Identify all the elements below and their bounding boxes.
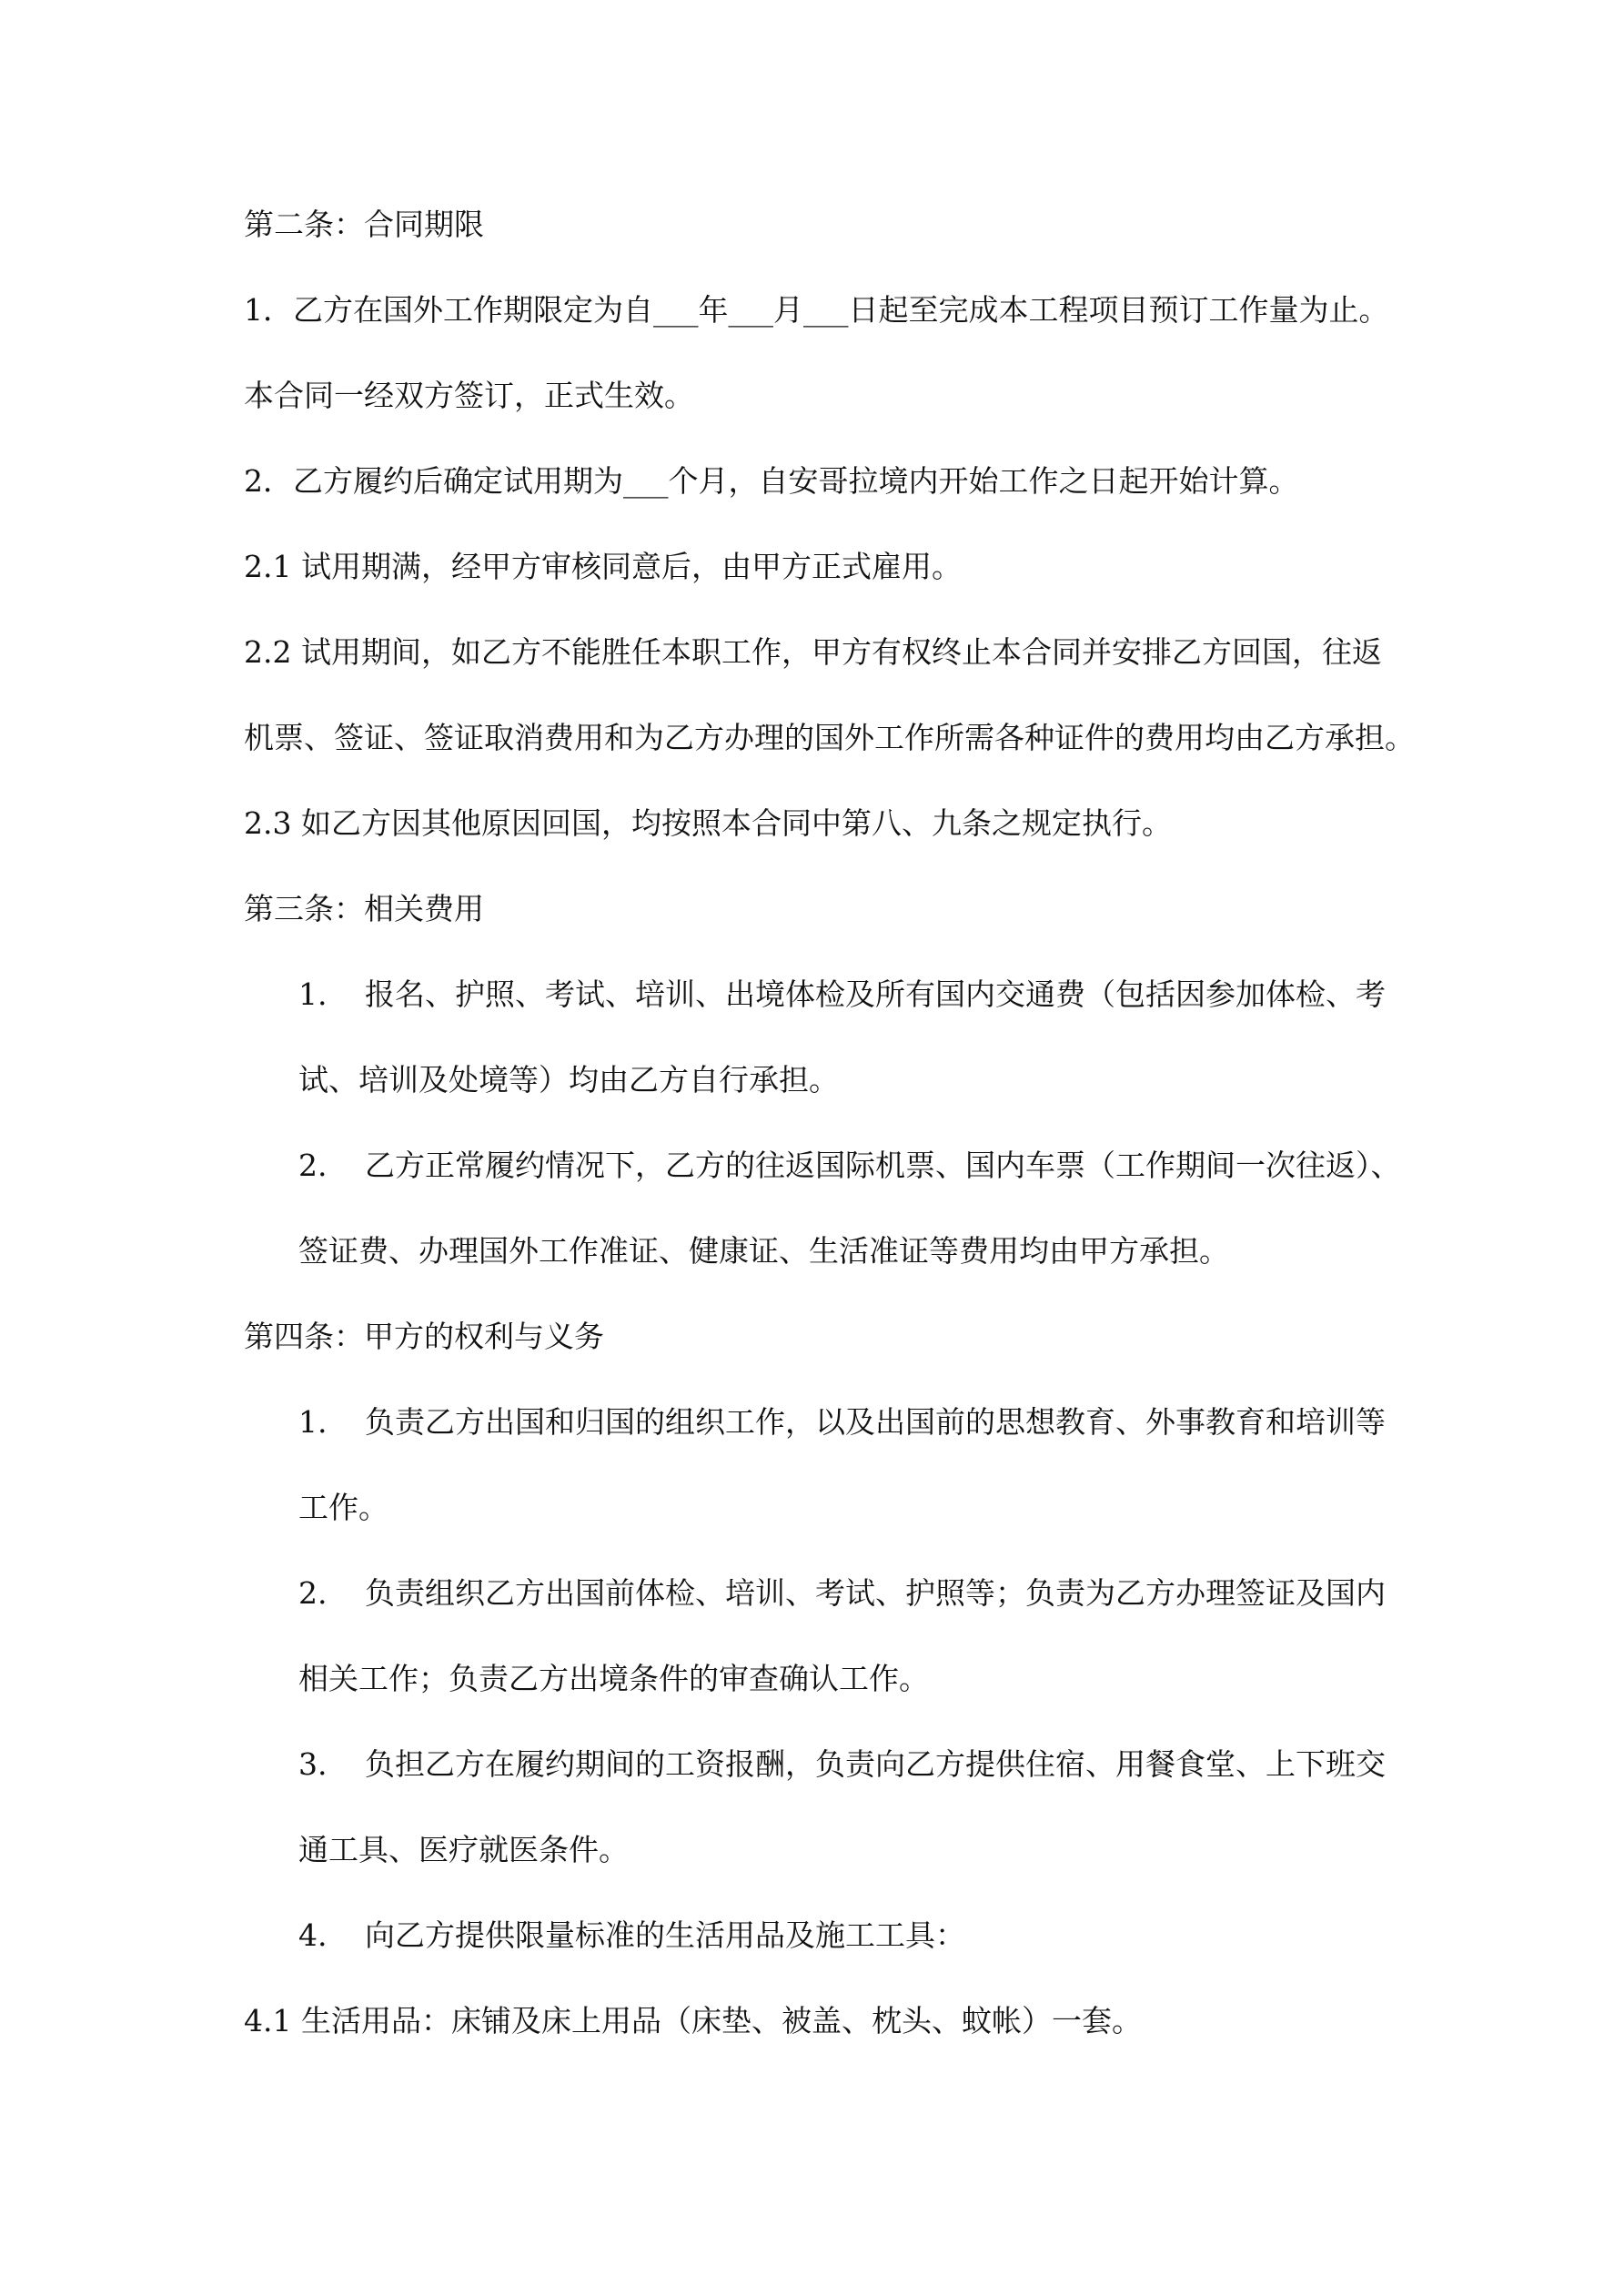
list-item-text: 负责乙方出国和归国的组织工作，以及出国前的思想教育、外事教育和培训等 xyxy=(365,1404,1386,1440)
paragraph-2: 2．乙方履约后确定试用期为___个月，自安哥拉境内开始工作之日起开始计算。 xyxy=(244,463,1299,499)
paragraph-2-1: 2.1 试用期满，经甲方审核同意后，由甲方正式雇用。 xyxy=(244,549,962,584)
list-item-continuation: 工作。 xyxy=(298,1490,388,1525)
list-item-text: 向乙方提供限量标准的生活用品及施工工具： xyxy=(365,1917,965,1953)
paragraph-2-2-line-2: 机票、签证、签证取消费用和为乙方办理的国外工作所需各种证件的费用均由乙方承担。 xyxy=(244,720,1415,755)
list-item-continuation: 试、培训及处境等）均由乙方自行承担。 xyxy=(298,1062,839,1097)
paragraph-1-line-2: 本合同一经双方签订，正式生效。 xyxy=(244,378,694,413)
paragraph-4-1: 4.1 生活用品：床铺及床上用品（床垫、被盖、枕头、蚊帐）一套。 xyxy=(244,2003,1142,2038)
article-2-heading: 第二条：合同期限 xyxy=(244,207,484,242)
list-item-number: 2. xyxy=(298,1148,328,1183)
list-item-number: 3. xyxy=(298,1746,328,1782)
list-item-text: 负责组织乙方出国前体检、培训、考试、护照等；负责为乙方办理签证及国内 xyxy=(365,1575,1386,1611)
article-3-heading: 第三条：相关费用 xyxy=(244,891,484,926)
paragraph-2-3: 2.3 如乙方因其他原因回国，均按照本合同中第八、九条之规定执行。 xyxy=(244,805,1172,841)
list-item-text: 报名、护照、考试、培训、出境体检及所有国内交通费（包括因参加体检、考 xyxy=(365,976,1386,1012)
list-item-number: 1. xyxy=(298,976,328,1012)
article-4-heading: 第四条：甲方的权利与义务 xyxy=(244,1319,604,1354)
list-item-continuation: 签证费、办理国外工作准证、健康证、生活准证等费用均由甲方承担。 xyxy=(298,1233,1229,1269)
list-item-continuation: 相关工作；负责乙方出境条件的审查确认工作。 xyxy=(298,1661,929,1696)
list-item-number: 1. xyxy=(298,1404,328,1440)
list-item-number: 2. xyxy=(298,1575,328,1611)
list-item-continuation: 通工具、医疗就医条件。 xyxy=(298,1832,629,1867)
list-item-number: 4. xyxy=(298,1917,328,1953)
paragraph-1-line-1: 1．乙方在国外工作期限定为自___年___月___日起至完成本工程项目预订工作量为止。 xyxy=(244,292,1389,328)
list-item-text: 负担乙方在履约期间的工资报酬，负责向乙方提供住宿、用餐食堂、上下班交 xyxy=(365,1746,1386,1782)
paragraph-2-2-line-1: 2.2 试用期间，如乙方不能胜任本职工作，甲方有权终止本合同并安排乙方回国，往返 xyxy=(244,634,1382,670)
list-item-text: 乙方正常履约情况下，乙方的往返国际机票、国内车票（工作期间一次往返）、 xyxy=(365,1148,1401,1183)
